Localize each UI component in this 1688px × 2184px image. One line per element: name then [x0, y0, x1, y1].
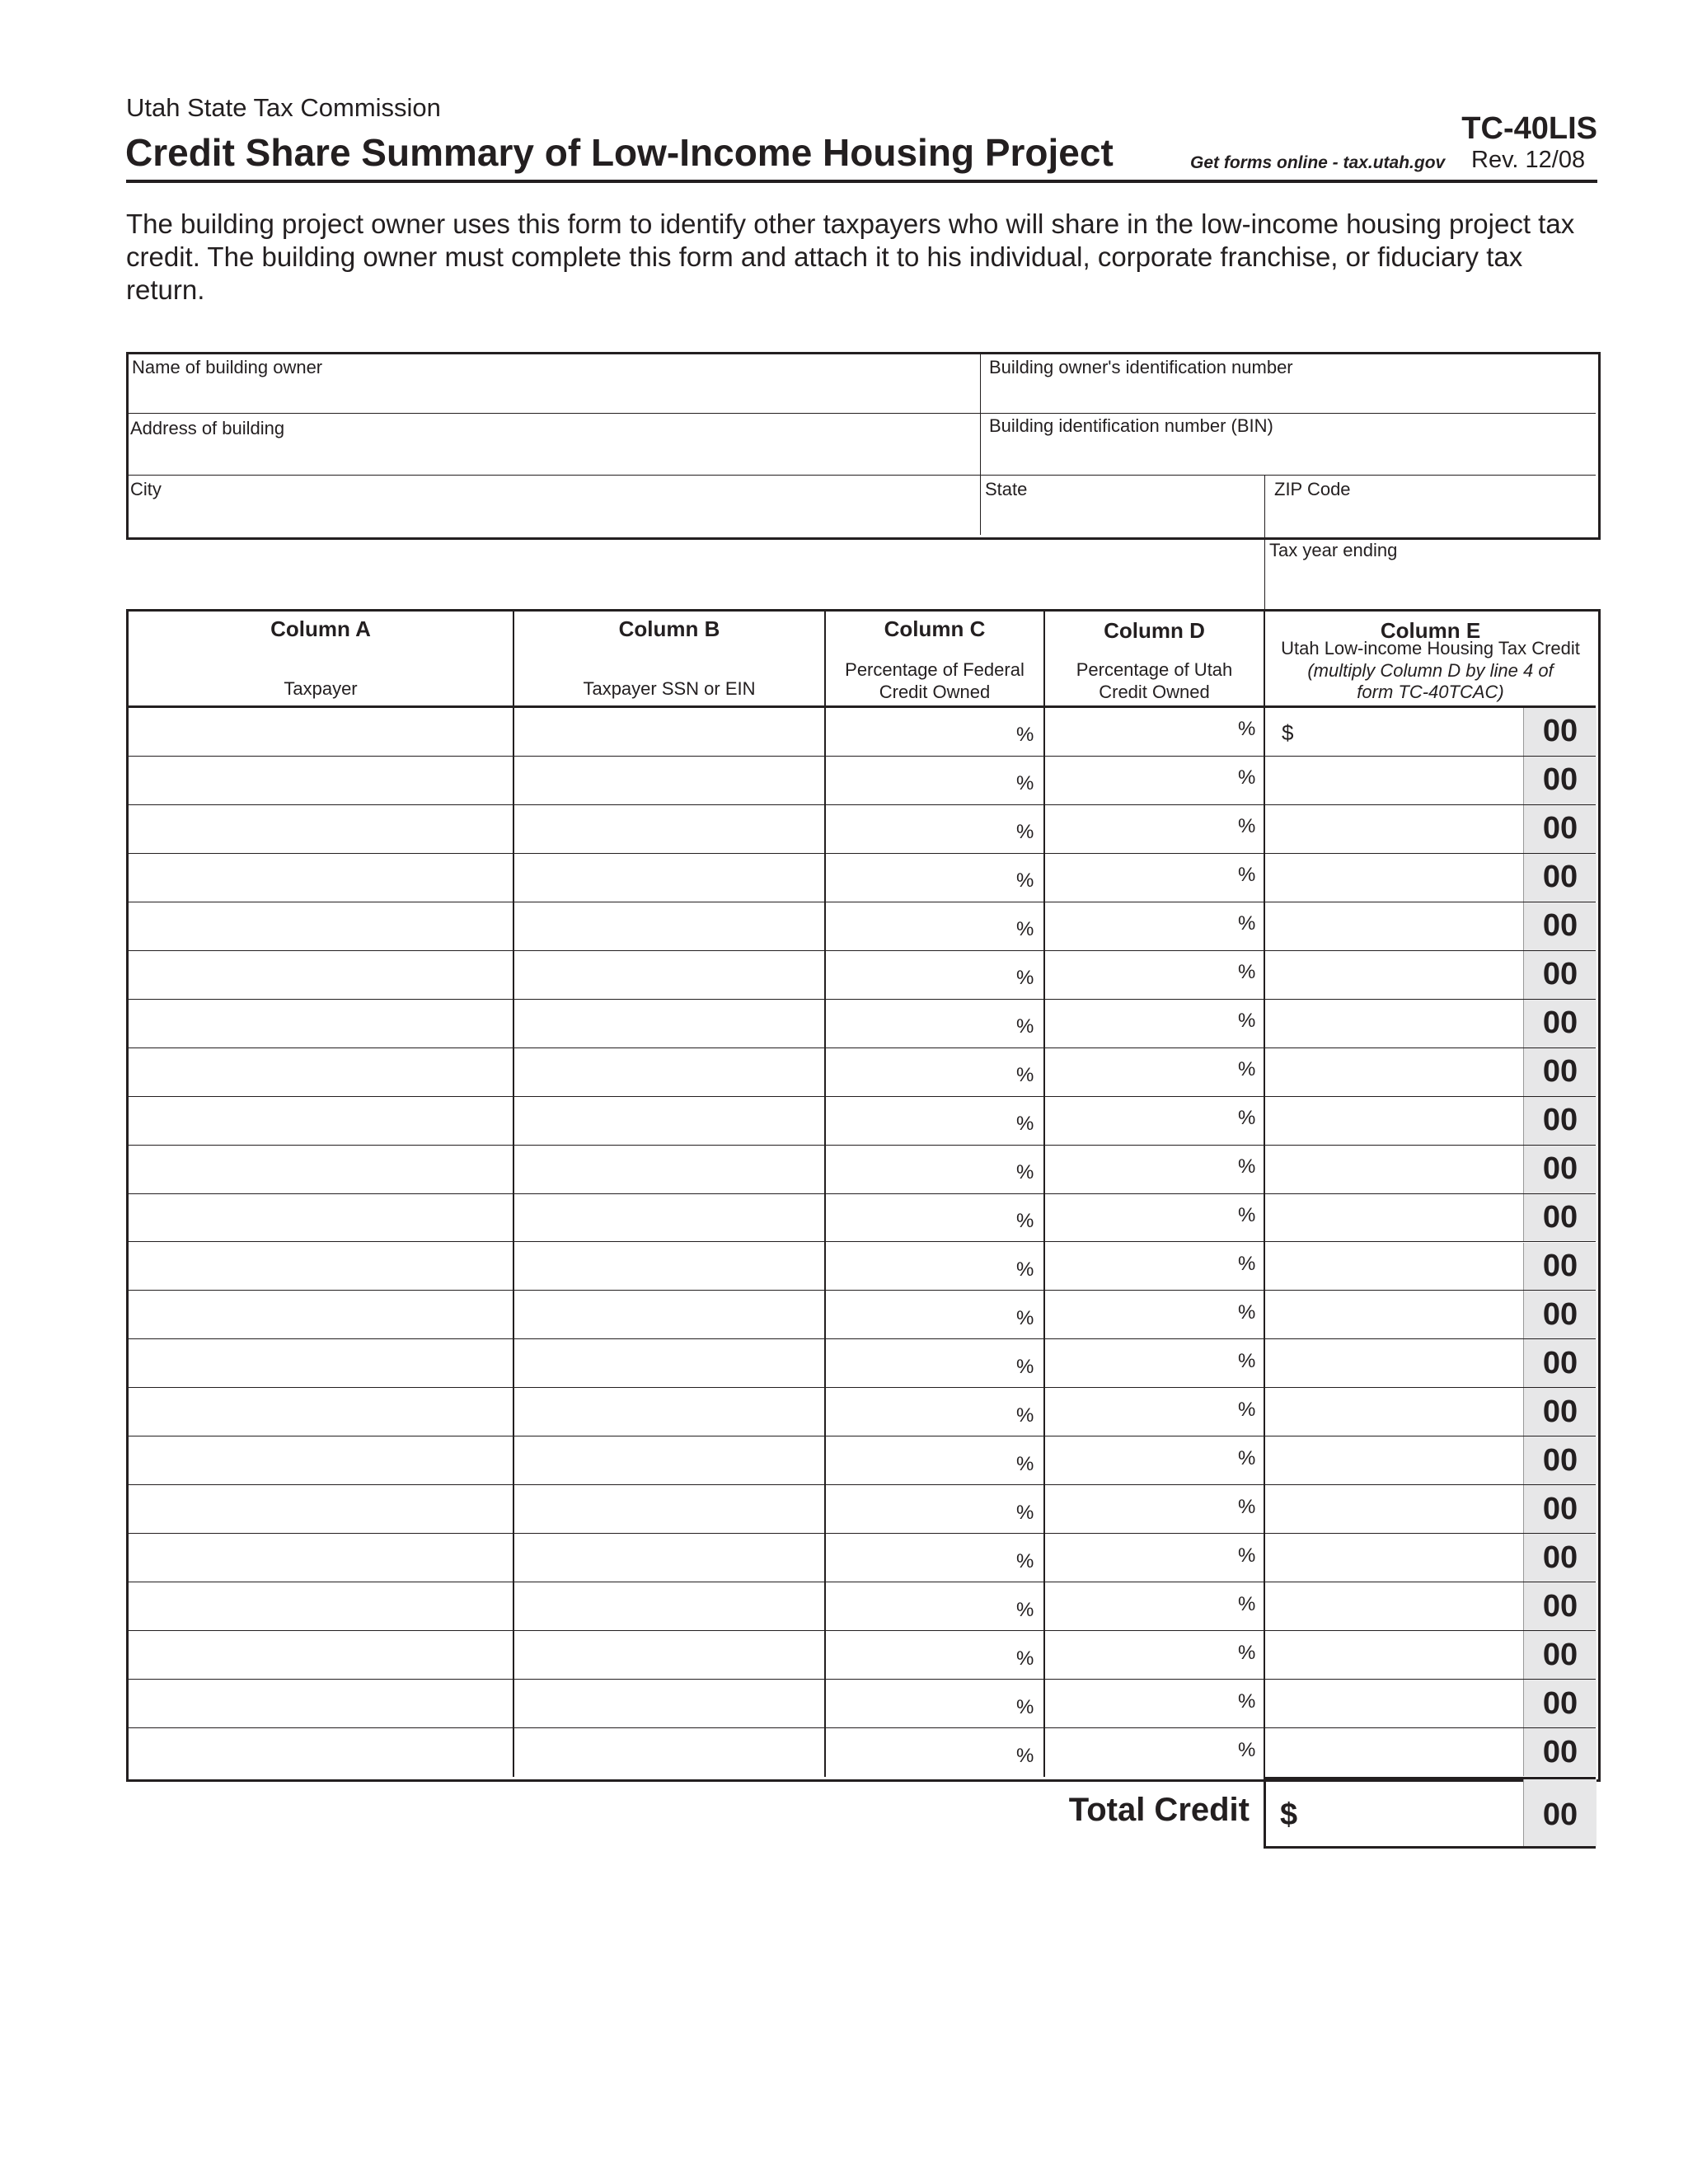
state-field[interactable]: State: [985, 479, 1028, 499]
percent-sign: %: [1016, 1355, 1034, 1378]
cents-value: 00: [1542, 1248, 1578, 1283]
table-row: [129, 1194, 1596, 1243]
percent-sign: %: [1016, 1501, 1034, 1524]
utah-percent-cell[interactable]: [1045, 1146, 1264, 1194]
cents-value: 00: [1542, 1540, 1578, 1575]
cents-box: [1523, 1048, 1597, 1096]
federal-percent-cell[interactable]: [826, 1048, 1043, 1097]
total-cents-box: [1523, 1779, 1597, 1846]
taxpayer-cell[interactable]: [129, 1146, 513, 1194]
percent-sign: %: [1238, 1592, 1256, 1615]
ssn-ein-cell[interactable]: [514, 1534, 824, 1582]
percent-sign: %: [1016, 967, 1034, 990]
percent-sign: %: [1238, 815, 1256, 838]
taxpayer-cell[interactable]: [129, 1582, 513, 1631]
cents-box: [1523, 902, 1597, 950]
cents-box: [1523, 1097, 1597, 1145]
cents-box: [1523, 1582, 1597, 1630]
ssn-ein-cell[interactable]: [514, 1339, 824, 1388]
total-cents: 00: [1542, 1797, 1578, 1832]
utah-percent-cell[interactable]: [1045, 1048, 1264, 1097]
percent-sign: %: [1016, 869, 1034, 893]
cents-box: [1523, 1631, 1597, 1679]
owner-name-field[interactable]: Name of building owner: [132, 357, 323, 377]
table-row: [129, 951, 1596, 1000]
cents-value: 00: [1542, 1734, 1578, 1769]
cents-value: 00: [1542, 714, 1578, 749]
ssn-ein-cell[interactable]: [514, 757, 824, 805]
utah-percent-cell[interactable]: [1045, 1631, 1264, 1680]
utah-percent-cell[interactable]: [1045, 757, 1264, 805]
table-row: [129, 708, 1596, 757]
percent-sign: %: [1016, 1306, 1034, 1329]
table-row: [129, 1388, 1596, 1436]
table-row: [129, 1048, 1596, 1097]
column-e-label: (multiply Column D by line 4 of: [1307, 660, 1554, 681]
table-row: [129, 1243, 1596, 1291]
federal-percent-cell[interactable]: [826, 757, 1043, 805]
percent-sign: %: [1016, 724, 1034, 747]
utah-percent-cell[interactable]: [1045, 1485, 1264, 1534]
cents-value: 00: [1542, 762, 1578, 798]
header-rule: [126, 180, 1597, 183]
percent-sign: %: [1238, 1495, 1256, 1518]
percent-sign: %: [1016, 1113, 1034, 1136]
percent-sign: %: [1016, 1015, 1034, 1038]
column-b-label: Taxpayer SSN or EIN: [583, 678, 756, 699]
utah-percent-cell[interactable]: [1045, 902, 1264, 951]
table-row: [129, 1000, 1596, 1048]
table-row: [129, 1534, 1596, 1582]
taxpayer-cell[interactable]: [129, 708, 513, 757]
column-a-label: Taxpayer: [284, 678, 358, 699]
utah-percent-cell[interactable]: [1045, 951, 1264, 1000]
table-row: [129, 805, 1596, 854]
federal-percent-cell[interactable]: [826, 805, 1043, 854]
percent-sign: %: [1238, 1107, 1256, 1130]
percent-sign: %: [1016, 918, 1034, 941]
ssn-ein-cell[interactable]: [514, 1680, 824, 1728]
percent-sign: %: [1016, 1549, 1034, 1572]
ssn-ein-cell[interactable]: [514, 1436, 824, 1485]
cents-value: 00: [1542, 1588, 1578, 1624]
owner-id-field[interactable]: Building owner's identification number: [989, 357, 1293, 377]
taxpayer-cell[interactable]: [129, 1339, 513, 1388]
taxpayer-cell[interactable]: [129, 805, 513, 854]
taxpayer-cell[interactable]: [129, 1534, 513, 1582]
table-row: [129, 1291, 1596, 1339]
percent-sign: %: [1238, 718, 1256, 741]
utah-percent-cell[interactable]: [1045, 1000, 1264, 1048]
cents-value: 00: [1542, 1151, 1578, 1187]
column-d-label: Credit Owned: [1099, 682, 1210, 702]
federal-percent-cell[interactable]: [826, 854, 1043, 902]
column-c-title: Column C: [884, 616, 986, 641]
federal-percent-cell[interactable]: [826, 1291, 1043, 1339]
address-field[interactable]: Address of building: [130, 418, 285, 438]
table-row: [129, 854, 1596, 902]
cents-value: 00: [1542, 860, 1578, 895]
ssn-ein-cell[interactable]: [514, 1097, 824, 1146]
utah-percent-cell[interactable]: [1045, 1097, 1264, 1146]
percent-sign: %: [1016, 1598, 1034, 1621]
taxpayer-cell[interactable]: [129, 902, 513, 951]
zip-field[interactable]: ZIP Code: [1274, 479, 1351, 499]
federal-percent-cell[interactable]: [826, 1243, 1043, 1291]
ssn-ein-cell[interactable]: [514, 951, 824, 1000]
taxpayer-cell[interactable]: [129, 1243, 513, 1291]
cents-value: 00: [1542, 1054, 1578, 1090]
table-row: [129, 1582, 1596, 1631]
revision-date: Rev. 12/08: [1471, 147, 1586, 173]
column-c-label: Credit Owned: [879, 682, 991, 702]
percent-sign: %: [1016, 1404, 1034, 1427]
percent-sign: %: [1238, 1641, 1256, 1664]
cents-box: [1523, 854, 1597, 902]
divider: [129, 413, 1596, 414]
taxpayer-cell[interactable]: [129, 1291, 513, 1339]
ssn-ein-cell[interactable]: [514, 1485, 824, 1534]
column-e-label: form TC-40TCAC): [1357, 682, 1504, 702]
percent-sign: %: [1016, 1210, 1034, 1232]
percent-sign: %: [1238, 1204, 1256, 1226]
ssn-ein-cell[interactable]: [514, 1000, 824, 1048]
taxpayer-cell[interactable]: [129, 1000, 513, 1048]
utah-percent-cell[interactable]: [1045, 1339, 1264, 1388]
owner-info-box: [126, 352, 1601, 540]
utah-percent-cell[interactable]: [1045, 1388, 1264, 1436]
utah-percent-cell[interactable]: [1045, 1194, 1264, 1243]
percent-sign: %: [1016, 1452, 1034, 1475]
percent-sign: %: [1238, 766, 1256, 790]
taxpayer-cell[interactable]: [129, 1485, 513, 1534]
column-e-label: Utah Low-income Housing Tax Credit: [1281, 638, 1580, 658]
total-credit-box[interactable]: [1264, 1777, 1596, 1849]
percent-sign: %: [1238, 1398, 1256, 1421]
percent-sign: %: [1016, 1064, 1034, 1087]
cents-box: [1523, 1680, 1597, 1727]
utah-percent-cell[interactable]: [1045, 1436, 1264, 1485]
cents-box: [1523, 1534, 1597, 1582]
cents-box: [1523, 805, 1597, 853]
federal-percent-cell[interactable]: [826, 1582, 1043, 1631]
cents-value: 00: [1542, 1637, 1578, 1672]
percent-sign: %: [1238, 1155, 1256, 1179]
federal-percent-cell[interactable]: [826, 1631, 1043, 1680]
ssn-ein-cell[interactable]: [514, 1728, 824, 1777]
federal-percent-cell[interactable]: [826, 1680, 1043, 1728]
taxpayer-cell[interactable]: [129, 1631, 513, 1680]
cents-value: 00: [1542, 811, 1578, 846]
dollar-sign: $: [1282, 720, 1294, 746]
agency-name: Utah State Tax Commission: [126, 93, 441, 122]
cents-box: [1523, 1436, 1597, 1484]
utah-percent-cell[interactable]: [1045, 1582, 1264, 1631]
cents-box: [1523, 951, 1597, 999]
federal-percent-cell[interactable]: [826, 902, 1043, 951]
federal-percent-cell[interactable]: [826, 1339, 1043, 1388]
percent-sign: %: [1238, 1252, 1256, 1275]
taxpayer-cell[interactable]: [129, 1728, 513, 1777]
percent-sign: %: [1238, 864, 1256, 887]
utah-percent-cell[interactable]: [1045, 805, 1264, 854]
percent-sign: %: [1238, 1010, 1256, 1033]
percent-sign: %: [1238, 1301, 1256, 1324]
cents-box: [1523, 1243, 1597, 1291]
ssn-ein-cell[interactable]: [514, 1243, 824, 1291]
ssn-ein-cell[interactable]: [514, 708, 824, 757]
ssn-ein-cell[interactable]: [514, 902, 824, 951]
cents-value: 00: [1542, 1345, 1578, 1380]
table-row: [129, 1680, 1596, 1728]
percent-sign: %: [1016, 1258, 1034, 1281]
cents-value: 00: [1542, 908, 1578, 944]
column-d-label: Percentage of Utah: [1076, 659, 1233, 680]
cents-box: [1523, 1291, 1597, 1338]
cents-value: 00: [1542, 1296, 1578, 1332]
federal-percent-cell[interactable]: [826, 951, 1043, 1000]
column-e-title: Column E: [1380, 618, 1481, 643]
federal-percent-cell[interactable]: [826, 1194, 1043, 1243]
percent-sign: %: [1016, 1744, 1034, 1767]
taxpayer-cell[interactable]: [129, 1680, 513, 1728]
table-row: [129, 757, 1596, 805]
total-dollar-sign: $: [1280, 1797, 1298, 1832]
table-row: [129, 1728, 1596, 1777]
percent-sign: %: [1238, 1349, 1256, 1372]
utah-percent-cell[interactable]: [1045, 1534, 1264, 1582]
taxpayer-cell[interactable]: [129, 1194, 513, 1243]
cents-value: 00: [1542, 1685, 1578, 1721]
cents-value: 00: [1542, 1442, 1578, 1478]
column-d-title: Column D: [1104, 618, 1205, 643]
ssn-ein-cell[interactable]: [514, 1631, 824, 1680]
utah-percent-cell[interactable]: [1045, 708, 1264, 757]
cents-box: [1523, 757, 1597, 804]
ssn-ein-cell[interactable]: [514, 1291, 824, 1339]
percent-sign: %: [1238, 1058, 1256, 1081]
cents-box: [1523, 1485, 1597, 1533]
cents-box: [1523, 1194, 1597, 1242]
table-row: [129, 1097, 1596, 1146]
table-row: [129, 1339, 1596, 1388]
ssn-ein-cell[interactable]: [514, 854, 824, 902]
table-row: [129, 1631, 1596, 1680]
cents-value: 00: [1542, 957, 1578, 992]
ssn-ein-cell[interactable]: [514, 1146, 824, 1194]
cents-value: 00: [1542, 1200, 1578, 1235]
federal-percent-cell[interactable]: [826, 708, 1043, 757]
ssn-ein-cell[interactable]: [514, 1048, 824, 1097]
cents-box: [1523, 1146, 1597, 1193]
cents-box: [1523, 1339, 1597, 1387]
ssn-ein-cell[interactable]: [514, 1388, 824, 1436]
federal-percent-cell[interactable]: [826, 1534, 1043, 1582]
federal-percent-cell[interactable]: [826, 1728, 1043, 1777]
cents-box: [1523, 1728, 1597, 1776]
city-field[interactable]: City: [130, 479, 162, 499]
taxpayer-cell[interactable]: [129, 1097, 513, 1146]
table-row: [129, 1436, 1596, 1485]
federal-percent-cell[interactable]: [826, 1436, 1043, 1485]
percent-sign: %: [1016, 821, 1034, 844]
column-c-label: Percentage of Federal: [845, 659, 1025, 680]
table-row: [129, 902, 1596, 951]
utah-percent-cell[interactable]: [1045, 1680, 1264, 1728]
utah-percent-cell[interactable]: [1045, 1291, 1264, 1339]
percent-sign: %: [1016, 1647, 1034, 1670]
federal-percent-cell[interactable]: [826, 1485, 1043, 1534]
federal-percent-cell[interactable]: [826, 1388, 1043, 1436]
intro-text: The building project owner uses this form to identify other taxpayers who will share in the low-income housing project tax credit. The building owner must complete this form and attach it to his individual, corporate franchise, or fiduciary tax return.: [126, 209, 1575, 305]
utah-percent-cell[interactable]: [1045, 854, 1264, 902]
cents-value: 00: [1542, 1005, 1578, 1041]
table-row: [129, 1485, 1596, 1534]
percent-sign: %: [1238, 1690, 1256, 1713]
taxpayer-cell[interactable]: [129, 951, 513, 1000]
utah-percent-cell[interactable]: [1045, 1728, 1264, 1777]
cents-box: [1523, 708, 1597, 756]
percent-sign: %: [1016, 772, 1034, 795]
percent-sign: %: [1238, 961, 1256, 984]
total-credit-label: Total Credit: [1068, 1792, 1250, 1828]
tax-year-field[interactable]: Tax year ending: [1269, 540, 1398, 560]
cents-value: 00: [1542, 1491, 1578, 1526]
taxpayer-cell[interactable]: [129, 1436, 513, 1485]
taxpayer-cell[interactable]: [129, 854, 513, 902]
percent-sign: %: [1238, 1446, 1256, 1469]
form-title: Credit Share Summary of Low-Income Housing Project: [125, 131, 1114, 174]
ssn-ein-cell[interactable]: [514, 1194, 824, 1243]
cents-box: [1523, 1388, 1597, 1436]
taxpayer-cell[interactable]: [129, 1388, 513, 1436]
bin-field[interactable]: Building identification number (BIN): [989, 415, 1273, 436]
taxpayer-cell[interactable]: [129, 1048, 513, 1097]
federal-percent-cell[interactable]: [826, 1097, 1043, 1146]
ssn-ein-cell[interactable]: [514, 805, 824, 854]
percent-sign: %: [1016, 1695, 1034, 1718]
divider: [129, 475, 1596, 476]
column-b-title: Column B: [618, 616, 720, 641]
divider: [980, 354, 981, 535]
cents-box: [1523, 1000, 1597, 1047]
get-forms-link[interactable]: Get forms online - tax.utah.gov: [1190, 153, 1446, 172]
percent-sign: %: [1238, 1544, 1256, 1567]
cents-value: 00: [1542, 1394, 1578, 1429]
percent-sign: %: [1238, 912, 1256, 935]
form-number: TC-40LIS: [1461, 111, 1597, 146]
cents-value: 00: [1542, 1103, 1578, 1138]
column-a-title: Column A: [270, 616, 371, 641]
divider: [1264, 535, 1265, 609]
divider: [1264, 476, 1265, 535]
ssn-ein-cell[interactable]: [514, 1582, 824, 1631]
federal-percent-cell[interactable]: [826, 1146, 1043, 1194]
table-row: [129, 1146, 1596, 1194]
percent-sign: %: [1238, 1738, 1256, 1761]
taxpayer-cell[interactable]: [129, 757, 513, 805]
utah-percent-cell[interactable]: [1045, 1243, 1264, 1291]
federal-percent-cell[interactable]: [826, 1000, 1043, 1048]
percent-sign: %: [1016, 1161, 1034, 1184]
